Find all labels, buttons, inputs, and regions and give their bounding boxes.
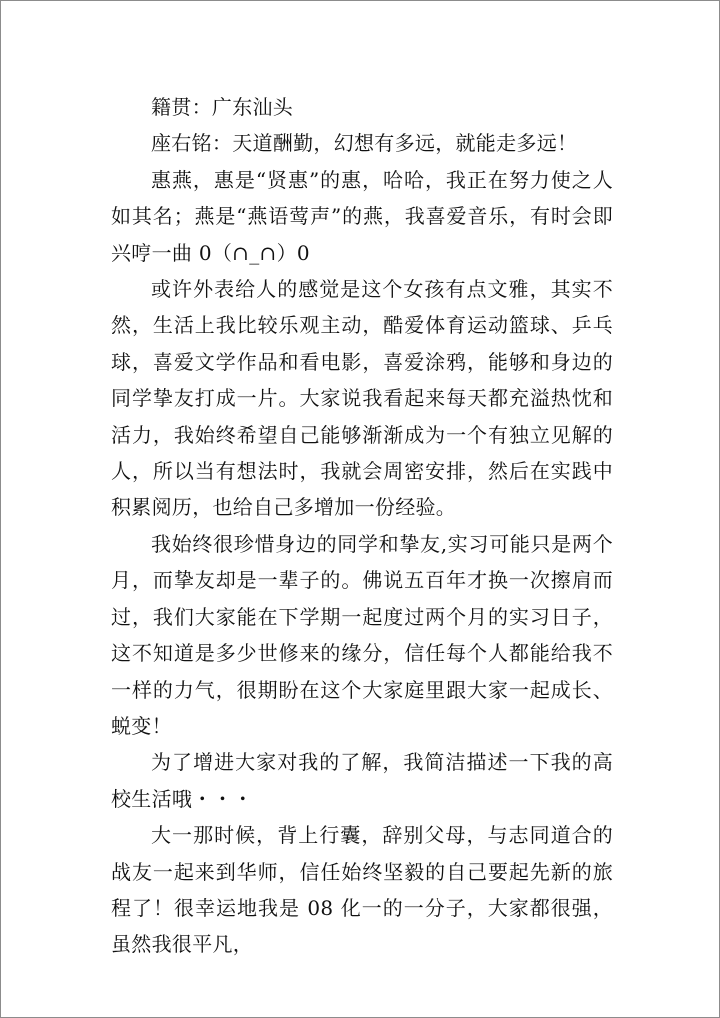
paragraph-friends: 我始终很珍惜身边的同学和挚友,实习可能只是两个月，而挚友却是一辈子的。佛说五百年才换一次擦肩而过，我们大家能在下学期一起度过两个月的实习日子，这不知道是多少世修来的缘分，信任每个人都能给我不一样的力气，很期盼在这个大家庭里跟大家一起成长、蜕变！ — [111, 531, 613, 738]
paragraph-freshman-year: 大一那时候，背上行囊，辞别父母，与志同道合的战友一起来到华师，信任始终坚毅的自己要起先新的旅程了！很幸运地我是 08 化一的一分子，大家都很强，虽然我很平凡， — [111, 823, 613, 957]
document-body — [111, 89, 613, 963]
paragraph-personality: 或许外表给人的感觉是这个女孩有点文雅，其实不然，生活上我比较乐观主动，酷爱体育运动篮球、乒乓球，喜爱文学作品和看电影，喜爱涂鸦，能够和身边的同学挚友打成一片。大家说我看起来每天都充溢热忱和活力，我始终希望自己能够渐渐成为一个有独立见解的人，所以当有想法时，我就会周密安排，然后在实践中积累阅历，也给自己多增加一份经验。 — [111, 277, 613, 520]
motto-line: 座右铭：天道酬勤，幻想有多远，就能走多远！ — [151, 131, 578, 156]
paragraph-name-meaning: 惠燕，惠是“贤惠”的惠，哈哈，我正在努力使之人如其名；燕是“燕语莺声”的燕，我喜爱音乐，有时会即兴哼一曲 0（∩_∩）0 — [111, 167, 613, 265]
paragraph-college-intro: 为了增进大家对我的了解，我简洁描述一下我的高校生活哦・・・ — [111, 750, 613, 811]
hometown-line: 籍贯：广东汕头 — [151, 95, 294, 119]
